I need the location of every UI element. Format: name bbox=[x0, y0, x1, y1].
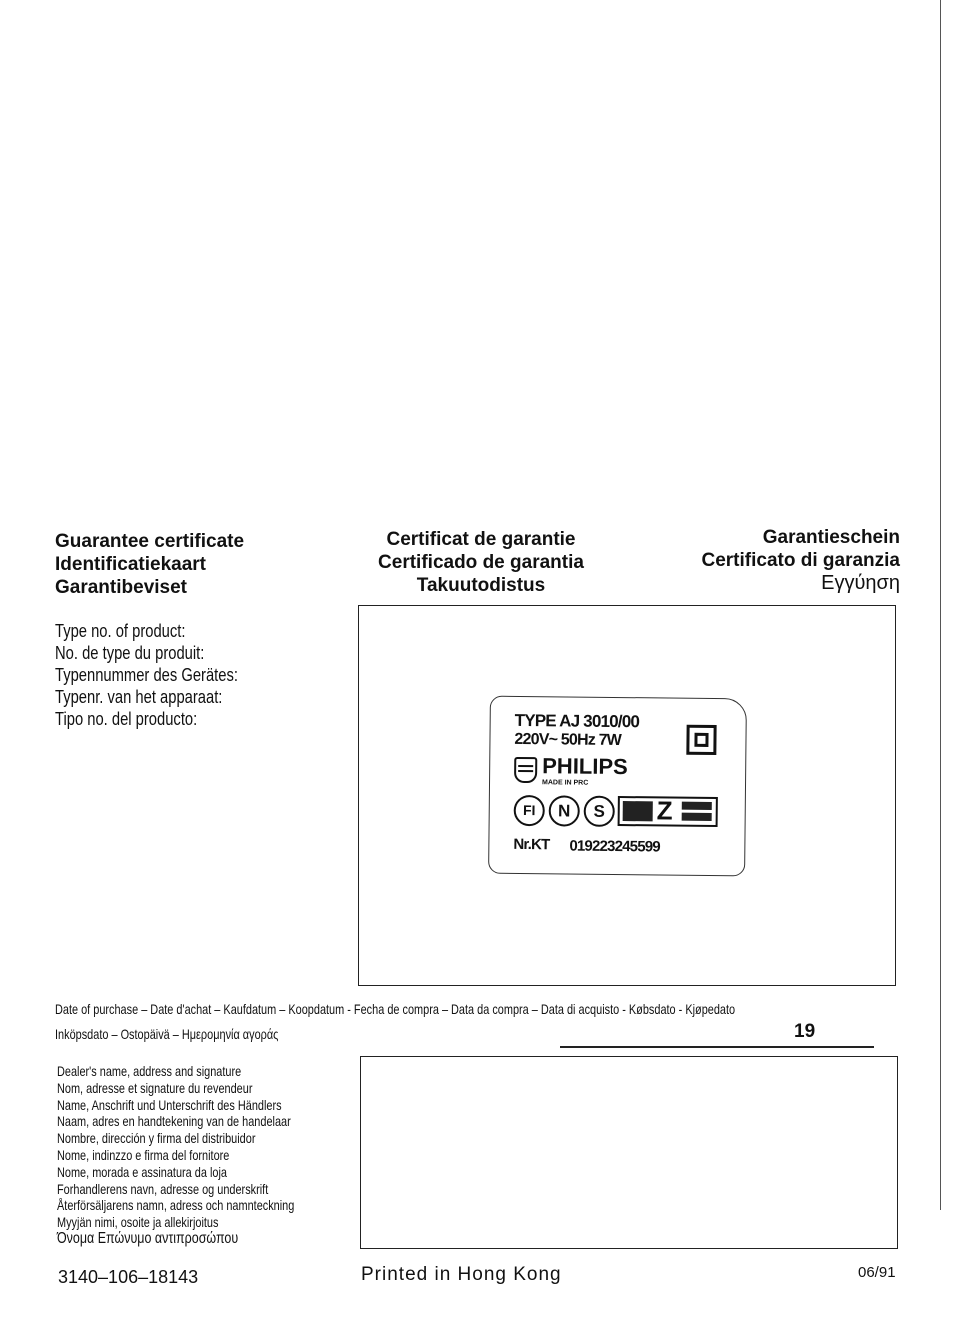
mark-s: S bbox=[584, 796, 615, 827]
dealer-label-it: Nome, indinzzo e firma del fornitore bbox=[57, 1146, 230, 1163]
purchase-date-line2: Inköpsdato – Ostopäivä – Ημερομηνία αγοράς bbox=[55, 1026, 279, 1042]
approval-marks-icon: Z bbox=[618, 796, 718, 827]
heading-center bbox=[331, 528, 631, 597]
heading-en: Guarantee certificate bbox=[55, 531, 245, 552]
purchase-date-line1: Date of purchase – Date d'achat – Kaufdatum – Koopdatum - Fecha de compra – Data da compra – Data di acquisto - Købsdato - Kjøpedato bbox=[55, 1001, 736, 1017]
heading-fr: Certificat de garantie bbox=[386, 529, 576, 550]
dealer-label-en: Dealer's name, address and signature bbox=[57, 1063, 242, 1079]
label-power-line: 220V~ 50Hz 7W bbox=[514, 730, 622, 750]
heading-no: Garantibeviset bbox=[55, 577, 187, 598]
label-type-line: TYPE AJ 3010/00 bbox=[514, 710, 640, 732]
type-label-en: Type no. of product: bbox=[55, 621, 186, 641]
mark-fi: FI bbox=[514, 795, 545, 826]
dealer-label-de: Name, Anschrift und Unterschrift des Händlers bbox=[57, 1096, 282, 1113]
dealer-label-fr: Nom, adresse et signature du revendeur bbox=[57, 1079, 253, 1096]
footer-code: 3140–106–18143 bbox=[58, 1267, 199, 1287]
label-brand: PHILIPS bbox=[542, 753, 628, 780]
heading-nl: Identificatiekaart bbox=[55, 554, 206, 575]
double-insulation-icon bbox=[686, 725, 716, 755]
dealer-label-sv: Återförsäljarens namn, adress och namnteckning bbox=[57, 1197, 295, 1214]
dealer-label-fi: Myyjän nimi, osoite ja allekirjoitus bbox=[57, 1214, 219, 1231]
dealer-label-nl: Naam, adres en handtekening van de handelaar bbox=[57, 1113, 291, 1130]
year-prefix: 19 bbox=[794, 1021, 816, 1042]
type-labels bbox=[55, 620, 238, 730]
dealer-label-pt: Nome, morada e assinatura da loja bbox=[57, 1163, 227, 1180]
heading-left bbox=[55, 530, 244, 599]
heading-es: Certificado de garantia bbox=[378, 552, 584, 573]
heading-it: Certificato di garanzia bbox=[701, 550, 900, 571]
date-underline bbox=[560, 1046, 874, 1048]
dealer-labels bbox=[57, 1063, 294, 1248]
dealer-label-gr: Όνομα Επώνυμο αντιπροσώπου bbox=[57, 1229, 239, 1247]
purchase-date-labels bbox=[55, 997, 735, 1047]
heading-right bbox=[600, 526, 900, 595]
dealer-label-es: Nombre, dirección y firma del distribuidor bbox=[57, 1130, 256, 1147]
heading-de: Garantieschein bbox=[762, 527, 900, 548]
footer-printed: Printed in Hong Kong bbox=[361, 1264, 562, 1285]
philips-shield-icon bbox=[514, 757, 537, 783]
dealer-label-no: Forhandlerens navn, adresse og underskrift bbox=[57, 1180, 269, 1197]
dealer-box bbox=[360, 1056, 898, 1249]
type-label-nl: Typenr. van het apparaat: bbox=[55, 687, 223, 707]
label-serial-number: 019223245599 bbox=[569, 837, 660, 856]
label-serial-prefix: Nr.KT bbox=[513, 835, 550, 854]
label-made-in: MADE IN PRC bbox=[541, 779, 589, 787]
type-label-es: Tipo no. del producto: bbox=[55, 709, 198, 729]
mark-n: N bbox=[549, 795, 580, 826]
scan-edge-line bbox=[940, 0, 941, 1210]
type-label-fr: No. de type du produit: bbox=[55, 643, 205, 663]
heading-fi: Takuutodistus bbox=[416, 575, 546, 596]
rating-label bbox=[488, 696, 747, 877]
type-label-de: Typennummer des Gerätes: bbox=[55, 665, 238, 685]
heading-gr: Εγγύηση bbox=[821, 572, 900, 594]
footer-date: 06/91 bbox=[858, 1264, 896, 1281]
